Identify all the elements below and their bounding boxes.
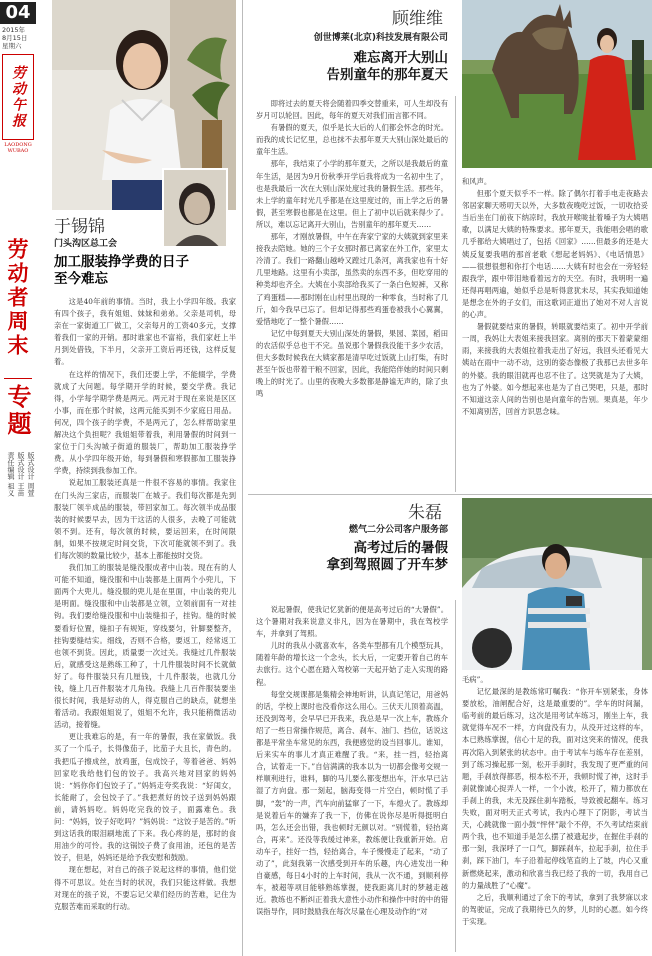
article1-author-org: 门头沟区总工会 <box>54 239 118 249</box>
article3-paragraph: 记忆最深的是教练常叮嘱我：“你开车别紧张，身体要放松，油闸配合好，这是最重要的”。学车的时间漏，临考前的最后练习，这次是用考试车练习，刚坐上车，我就觉得车况不一样，方向盘没有力，从没开过这样的车，本已熟练掌握，信心十足的我，面对这突来的情况，使我再次陷入到紧张的状态中。由于考试车与练车存在差别，到了练习操起那一刻，松开手刹时，我发现了更严重的问题，手刹放得都恶，根本松不开，我顿时慌了神，这时手刹就像诚心捉弄人一样，一个小波，松开了，精力都放在手刹上的我，未无及踩住刹车踏板，导致被起翻车。练习失败，面对明天正式考试，我内心埋下了阴影，考试当天，心跳就像一面小鼓“怦怦”敲个不停，不久考试结束前两个我，也不知道手是怎么摆了被遗起步，在握住手刹的那一刻，我深呼了一口气，脚踩刹车，拉起手刹，拉住手刹，踩下油门，车子沿着起停线笔直的上了坡，内心又重新燃烧起来，激动和欣喜当我已经了我的一切，我用自己的力量战胜了“心魔”。 <box>462 687 648 890</box>
article3-author-org: 燃气二分公司客户服务部 <box>348 525 448 535</box>
article1-headline-line: 加工服装挣学费的日子 <box>54 254 189 270</box>
article2-author-name: 顾维维 <box>392 9 443 29</box>
article2-author-org: 创世博莱(北京)科技发展有限公司 <box>313 33 448 43</box>
article1-paragraph: 这是40年前的事情。当时，我上小学四年级。我家有四个孩子，我有姐姐、妹妹和弟弟。父亲是司机，母亲在一家街道工厂做工，父亲每月的工资40多元，支撑着我们一家的开销。那时谁家也不富裕，我们家赶上半月到处借钱，下半月，父亲开工资后再还钱，这样反复着。 <box>54 297 236 367</box>
page-number: 04 <box>0 2 36 24</box>
article1-author-name: 于锡锦 <box>54 217 105 237</box>
page-date <box>2 26 27 50</box>
article3-body-col2 <box>462 674 648 952</box>
date-line-day: 8月15日 <box>2 34 28 42</box>
article1-paragraph: 在这样的情况下，我们还要上学，不能辍学，学费就成了大问题。每学期开学的时候，要交学费。我记得，小学每学期学费是两元。两元对于现在来说是区区小事，而在那个时候，这两元能买到不少家庭日用品。何况，四个孩子的学费，不是两元了，怎么样帮助家里解决这个负担呢？我姐姐带着我，利用暑假的时间到一家位于门头沟城子街道的服装厂，帮助加工服装挣学费。从小学四年级开始，每到暑假和寒假都加工服装挣学费，持续到我参加工作。 <box>54 369 236 476</box>
man-with-car-photo <box>462 498 652 670</box>
article3-paragraph: 儿时的我从小就喜欢车，各类车型都有几个模型玩具，随着年龄的增长这一个念头，长大后，一定要开着自己的车去旅行。这个心愿在踏入驾校第一天起开始了走入实现的路程。 <box>256 641 448 687</box>
article1-paragraph: 现在想起，对自己的孩子说起这样的事情，他们觉得不可思议。处在当时的状况，我们只能这样做。我想对现在的孩子说，不要忘记父辈们经历的苦难，记住为克服苦难而采取的行动。 <box>54 865 236 911</box>
article1-headline-line: 至今难忘 <box>54 270 108 287</box>
article3-body-col1 <box>256 604 448 952</box>
article2-paragraph: 那年，我结束了小学的那年夏天，之所以是我最后的童年生活，是因为9月份秋季开学后我将成为一名初中生了，也是我最后一次在大别山深处度过我的暑假生活。那些年，未上学的童年时光几乎都是在这里度过的，而上学之后的暑假，甚至寒假也都是在这里。但上了初中以后就来得少了。所以，难以忘记离开大别山，告别童年的那年夏天…… <box>256 159 448 229</box>
section-divider <box>4 378 32 379</box>
editor-credit: 版式设计 王苗 <box>17 452 25 497</box>
section-sub: 专题 <box>3 384 31 438</box>
article1-paragraph: 更让我难忘的是，有一年的暑假，我在家做饭。我买了一个瓜子，长得像茄子，比茄子大且长，青色的。我把瓜子擦成丝，放鸡蛋，包成饺子，等着爸爸、妈妈回家吃我给他们包的饺子。我高兴地对回家的妈妈说：“妈你你们包饺子了。”妈妈走夸奖我说：“好闺女，长能耐了，会包饺子了。”我把煮好的饺子送到妈妈跟前，请妈妈吃。妈妈吃完我的饺子，面露难色。我问：“妈妈，饺子好吃吗？”妈妈说：“这饺子是苦的。”听到这话我的眼泪刷地流了下来。我心疼的是，那时的食用油少的可怜。我的这锅饺子费了食用油，还包的是苦饺子，但是，妈妈还是给予我安慰和鼓励。 <box>54 732 236 863</box>
article2-body-col2 <box>462 176 648 486</box>
article3-paragraph: 说起暑假，使我记忆犹新的便是高考过后的“大暑假”。这个暑期对我来说意义非凡，因为在暑期中，我在驾校学车，并拿到了驾照。 <box>256 605 448 639</box>
article2-paragraph: 记忆中每到夏天大别山深处的暑假，果园、菜园，稻田的农活似乎总也干不完。虽说那个暑假我没能干多少农活，但大多数时候我在大姨家都是清早吃过饭就上山打柴，有时甚至午饭也带着干粮不回家，因此，我能陪伴她的时间只剩晚上的时光了。山里的夜晚大多数都是静谧无声的，除了虫鸣 <box>256 328 448 399</box>
article2-paragraph: 那年，才刚放暑假，中午在奔家宁家的大姨就到家里来接我去陪她。她的三个子女那时都已离家在外工作，家里太冷清了。我们一路翻山越岭又蹚过几条河，离我家也有十好几里地路。这里有小卖部，虽然卖的东西不多，但吃穿用的种类却也齐全。大姨在小卖部给我买了一条白色短裤，又称了鸡蛋糕——那时刚在山村里出现的一种零食，当时称了几斤，如今我早已忘了。但却记得那些鸡蛋卷被我小心翼翼，爱惜地吃了一整个暑假…… <box>256 232 448 326</box>
article3-author-name: 朱磊 <box>408 503 442 523</box>
article2-paragraph: 但那个夏天似乎不一样。除了偶尔打着手电走夜路去邻居家聊天唠叨天以外，大多数夜晚吃过饭，一切收拾妥当后坐在门前夜下纳凉时，我放开喉咙扯着嗓子为大姨唱歌，以满足大姨的特殊要求。那年夏天，我能唱会唱的歌几乎都给大姨唱过了，包括《回家》……但最多的还是大姨反复要我唱的那首老歌《想起老妈妈》、《电话情思》——很想很想和你打个电话……大姨有时也会在一旁轻轻跟我学，跟中带泪地看着远方的天空。有时，我明明一遍还得再唱两遍，她似乎总是听得意犹未尽，其实我知道她是想念在外的子女们，而这歌词正道出了她对不对人言说的心声。 <box>462 189 648 320</box>
article2-headline-line: 难忘离开大别山 <box>353 50 448 66</box>
column-divider <box>455 96 456 492</box>
article2-paragraph: 有暑假的夏天，似乎是长大后的人们都会怀念的时光。而我的成长记忆里，总也抹不去那年夏天大别山深处最后的童年生活。 <box>256 123 448 157</box>
article2-paragraph: 暑假就要结束的暑假，转眼就要结束了。初中开学前一周，我妈让大表姐来接我回家。离别的那天下着蒙蒙细雨，来接我的大表姐拉着我走出了好远，我回头还看见大姨站在雨中一动不动，这别的姿态像极了我那已去世多年的外婆。我的眼泪就再也忍不住了。这哭就是为了大姨，也为了外婆。如今想起来也是为了自己哭吧，只是，那时不知道这亲人间的告别也是向童年的告别。果真是，年少不知离别苦，回首方识思念味。 <box>462 322 648 416</box>
article2-paragraph: 和风声。 <box>462 177 492 186</box>
article2-body-col1 <box>256 98 448 490</box>
article2-paragraph: 即将过去的夏天将会随着四季交替重来，可人生却没有岁月可以轮回。因此，每年的夏天对我们而言都不同。 <box>256 99 448 121</box>
article2-headline <box>282 50 448 84</box>
date-line-year: 2015年 <box>2 26 26 34</box>
column-divider <box>242 0 243 956</box>
article3-headline-line: 高考过后的暑假 <box>353 540 448 556</box>
article3-paragraph: 每堂交规课都是集精会神地听讲，认真记笔记，用爸妈的话，学校上课时也没看你这么用心。三伏天儿顶着高温，还没到驾考，会早早已开我来，我总是早一次上车，教练介绍了一些日常操作规范，离合、刹车、油门、挡位，话说这都是平常坐车常见的东西，我便感觉的设当回事儿。谁知，后来实车的事儿才真正难醒了我。“来，挂一挡，轻抬离合，试着走一下。”自信满满的我本以为一切都会像考交规一样顺利进行，谁料，脚的马儿要么都变想出车，汗水早已沾湿了方向盘。那一刻起，脑海变得一片空白，顿时慌了手脚，“轰”的一声，汽车向前猛窜了一下，车熄火了。教练却是说着后车的嫌弃了我一下，仿佛在说你尽是听得挺明白吗，怎么还会出错，我也顿时无颜以对。“别慌着，轻抬离合，再来”。还没等我缓过神来，教练便让我重新开始。启动车子，挂好一挡，轻抬离合，车子慢慢走了起来，“动了动了”，此刻我第一次感受到开车的乐趣，内心进发出一种自豪感，每日4小时的上车时间，我从一次不通，到顺利停车，被超等项目能够熟练掌握，使我距离儿时的梦越走越近。教练也不断纠正着我大意性小动作和操作中时的中的错误指导作，同时鼓励我在每次尽量在心理及动作的“对 <box>256 689 448 917</box>
old-portrait-photo <box>162 168 228 248</box>
editor-credit: 版式设计 周萱 <box>27 452 35 497</box>
article3-headline-line: 拿到驾照圆了开车梦 <box>326 556 448 573</box>
column-divider <box>455 600 456 952</box>
page-side-strip <box>0 0 40 956</box>
article1-body <box>54 296 236 948</box>
newspaper-logo: 劳动午报 <box>2 54 34 140</box>
article1-paragraph: 说起加工服装还真是一件很不容易的事情。我家住在门头沟三家店，而服装厂在城子。我们每次都是先到服装厂领半成品的服装，带回家加工。每次领半成品服装的时候要早去，因为干这活的人很多，去晚了可能就领不到。还有，每次领的时候，要运回来，在时间限制，如果不按规定时间交货，下次可能就领不到了。我们每次领的数量比较少，基本上都能按时交货。 <box>54 478 236 560</box>
editor-credit: 责任编辑 祖义 <box>7 452 15 497</box>
editor-credits <box>3 452 35 534</box>
date-line-weekday: 星期六 <box>2 42 22 50</box>
article3-headline <box>282 540 448 574</box>
article-divider <box>248 494 652 495</box>
section-name: 劳动者周末 <box>5 238 29 358</box>
woman-with-donkey-photo <box>462 0 652 168</box>
newspaper-logo-sub: LAODONG WUBAO <box>4 142 32 154</box>
article3-paragraph: 之后，我顺利通过了余下的考试，拿到了我梦寐以求的驾驶证，完成了我期待已久的梦，儿时的心愿。如今终于实现。 <box>462 892 648 926</box>
article1-headline <box>54 254 189 288</box>
article2-headline-line: 告别童年的那年夏天 <box>326 66 448 83</box>
article3-paragraph: 毛病”。 <box>462 675 488 684</box>
article1-paragraph: 我们加工的服装是缝没服成者中山装。现在有的人可能不知道，缝没服和中山装都是上面两个小兜儿，下面两个大兜儿。缝没服的兜儿是在里面，中山装的兜儿是明面。缝没服和中山装都是立领，立领前面有一对挂钩。我们要给缝没服和中山装缝扣子，挂钩。缝的时候要看好位置，缝扣子有规矩，穿线要匀，针脚要整齐，挂钩要缝结实。细线，否则不合格，要返工，经常返工也领不到货。因此，质量要一次过关。我缝过几件服装后，就感受这是熟练工种了，十几件服装时间不长就做好了。每件服装只有几厘钱，十几件服装，也就几分钱，缝上几百件服装才几角钱。我缝上几百件服装要坐很长时间，我是好动的人，得克服自己的缺点，就想坐着活动。我跟姐姐说了，姐姐不允许，我只能稍微活动活动，接着缝。 <box>54 563 236 730</box>
